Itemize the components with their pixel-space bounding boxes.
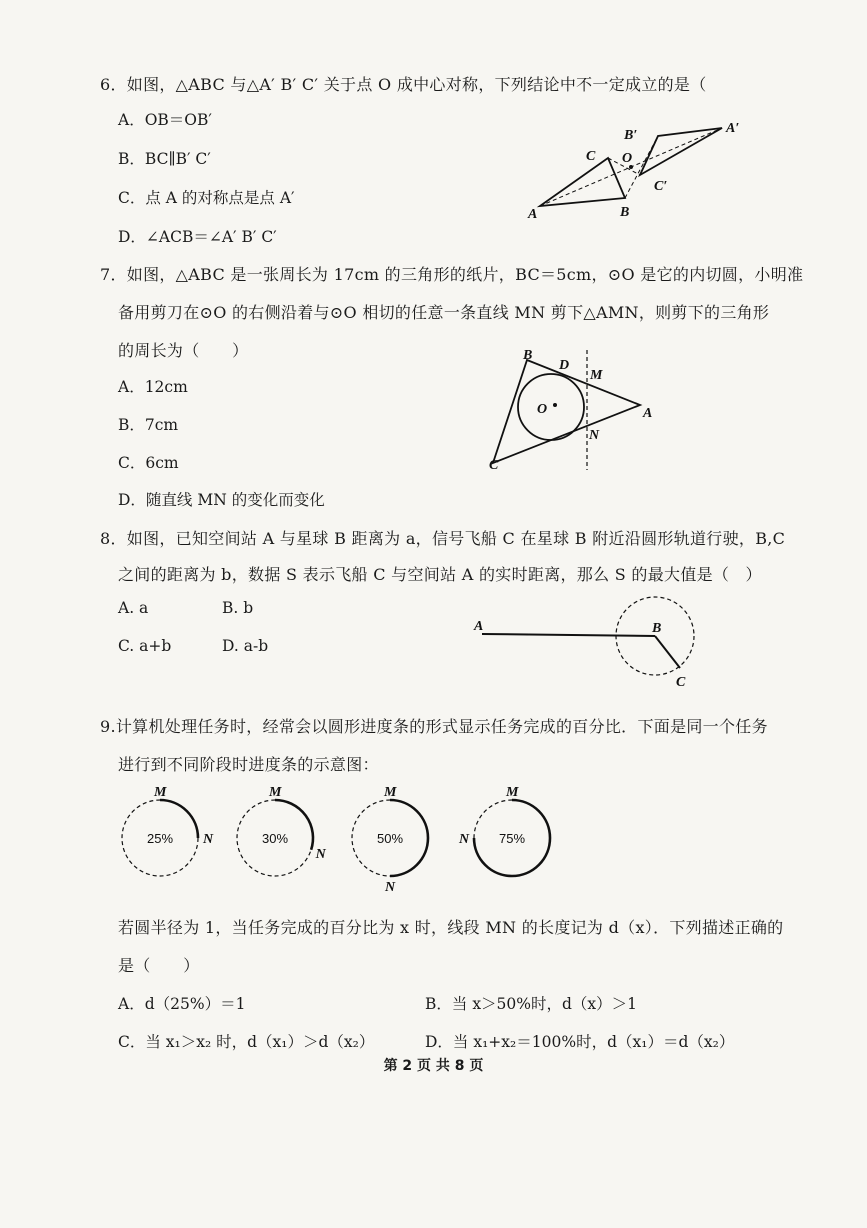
q9-stem-line1: 9.计算机处理任务时，经常会以圆形进度条的形式显示任务完成的百分比．下面是同一个任务 — [100, 717, 768, 736]
q7-option-a: A．12cm — [118, 378, 188, 396]
triangle-a1b1c1 — [640, 128, 722, 175]
progress-ring-4 — [458, 785, 550, 876]
segment-ab — [482, 634, 655, 636]
progress-ring-3 — [352, 785, 428, 895]
q9-progress-figures — [100, 780, 580, 900]
q9-option-b: B．当 x＞50%时，d（x）＞1 — [425, 995, 638, 1013]
label-m: M — [590, 368, 603, 383]
q7-option-c: C．6cm — [118, 454, 179, 472]
label-c: C — [489, 458, 499, 473]
q9-option-d: D．当 x₁+x₂＝100%时，d（x₁）＝d（x₂） — [425, 1033, 735, 1051]
q6-stem: 6．如图，△ABC 与△A′ B′ C′ 关于点 O 成中心对称，下列结论中不一定成立的是（ — [100, 75, 707, 94]
point-o — [553, 403, 557, 407]
q7-stem-line1: 7．如图，△ABC 是一张周长为 17cm 的三角形的纸片，BC＝5cm，⊙O 是它的内切圆，小明准 — [100, 265, 804, 284]
label-c: C — [586, 149, 596, 164]
label-o: O — [622, 151, 633, 166]
q6-option-d: D．∠ACB＝∠A′ B′ C′ — [118, 228, 277, 246]
label-c: C — [676, 675, 686, 690]
q6-option-c: C．点 A 的对称点是点 A′ — [118, 189, 295, 207]
q8-option-c: C. a+b — [118, 637, 172, 655]
progress-percent-label: 25% — [146, 831, 174, 846]
q8-stem-line2: 之间的距离为 b，数据 S 表示飞船 C 与空间站 A 的实时距离，那么 S 的最大值是（ ） — [118, 565, 762, 584]
label-n: N — [315, 846, 326, 862]
progress-percent-label: 75% — [498, 831, 526, 846]
incircle-o — [518, 374, 584, 440]
triangle-abc — [493, 360, 640, 463]
q7-option-d: D．随直线 MN 的变化而变化 — [118, 491, 325, 509]
q7-stem-line3: 的周长为（ ） — [118, 341, 249, 360]
segment-bc — [655, 636, 680, 668]
q8-stem-line1: 8．如图，已知空间站 A 与星球 B 距离为 a，信号飞船 C 在星球 B 附近沿圆形轨道行驶，B,C — [100, 529, 786, 548]
label-a: A — [528, 207, 538, 222]
triangle-abc — [540, 158, 625, 206]
label-n: N — [589, 428, 600, 443]
label-m: M — [384, 785, 397, 800]
label-b: B — [620, 205, 630, 220]
label-o: O — [537, 402, 548, 417]
label-b: B — [652, 621, 662, 636]
progress-percent-label: 30% — [261, 831, 289, 846]
page-footer: 第 2 页 共 8 页 — [383, 1058, 484, 1074]
label-b1: B′ — [624, 128, 638, 143]
label-n: N — [385, 880, 396, 895]
q8-option-d: D. a-b — [222, 637, 269, 655]
q9-stem-line4: 是（ ） — [118, 956, 200, 975]
q6-option-b: B．BC∥B′ C′ — [118, 150, 211, 168]
q7-option-b: B．7cm — [118, 416, 179, 434]
label-m: M — [269, 785, 282, 800]
q7-stem-line2: 备用剪刀在⊙O 的右侧沿着与⊙O 相切的任意一条直线 MN 剪下△AMN，则剪下的三角形 — [118, 303, 770, 322]
q8-option-a: A. a — [118, 599, 149, 617]
label-a1: A′ — [726, 121, 740, 136]
q9-option-a: A．d（25%）＝1 — [118, 995, 246, 1013]
q6-option-a: A．OB＝OB′ — [118, 111, 212, 129]
progress-percent-label: 50% — [376, 831, 404, 846]
label-n: N — [459, 832, 470, 847]
progress-ring-2 — [237, 785, 327, 876]
q9-stem-line3: 若圆半径为 1，当任务完成的百分比为 x 时，线段 MN 的长度记为 d（x）．下列描述正确的 — [118, 918, 784, 937]
q9-option-c: C．当 x₁＞x₂ 时，d（x₁）＞d（x₂） — [118, 1033, 375, 1051]
label-d: D — [559, 358, 570, 373]
label-a: A — [643, 406, 653, 421]
q8-figure — [470, 592, 700, 692]
label-m: M — [506, 785, 519, 800]
q7-figure — [485, 345, 675, 475]
label-a: A — [474, 619, 484, 634]
progress-ring-1 — [122, 785, 214, 876]
label-n: N — [203, 832, 214, 847]
q9-stem-line2: 进行到不同阶段时进度条的示意图： — [118, 755, 379, 774]
label-c1: C′ — [654, 179, 668, 194]
q8-option-b: B. b — [222, 599, 254, 617]
label-b: B — [523, 348, 533, 363]
label-m: M — [154, 785, 167, 800]
q6-figure — [520, 110, 770, 225]
